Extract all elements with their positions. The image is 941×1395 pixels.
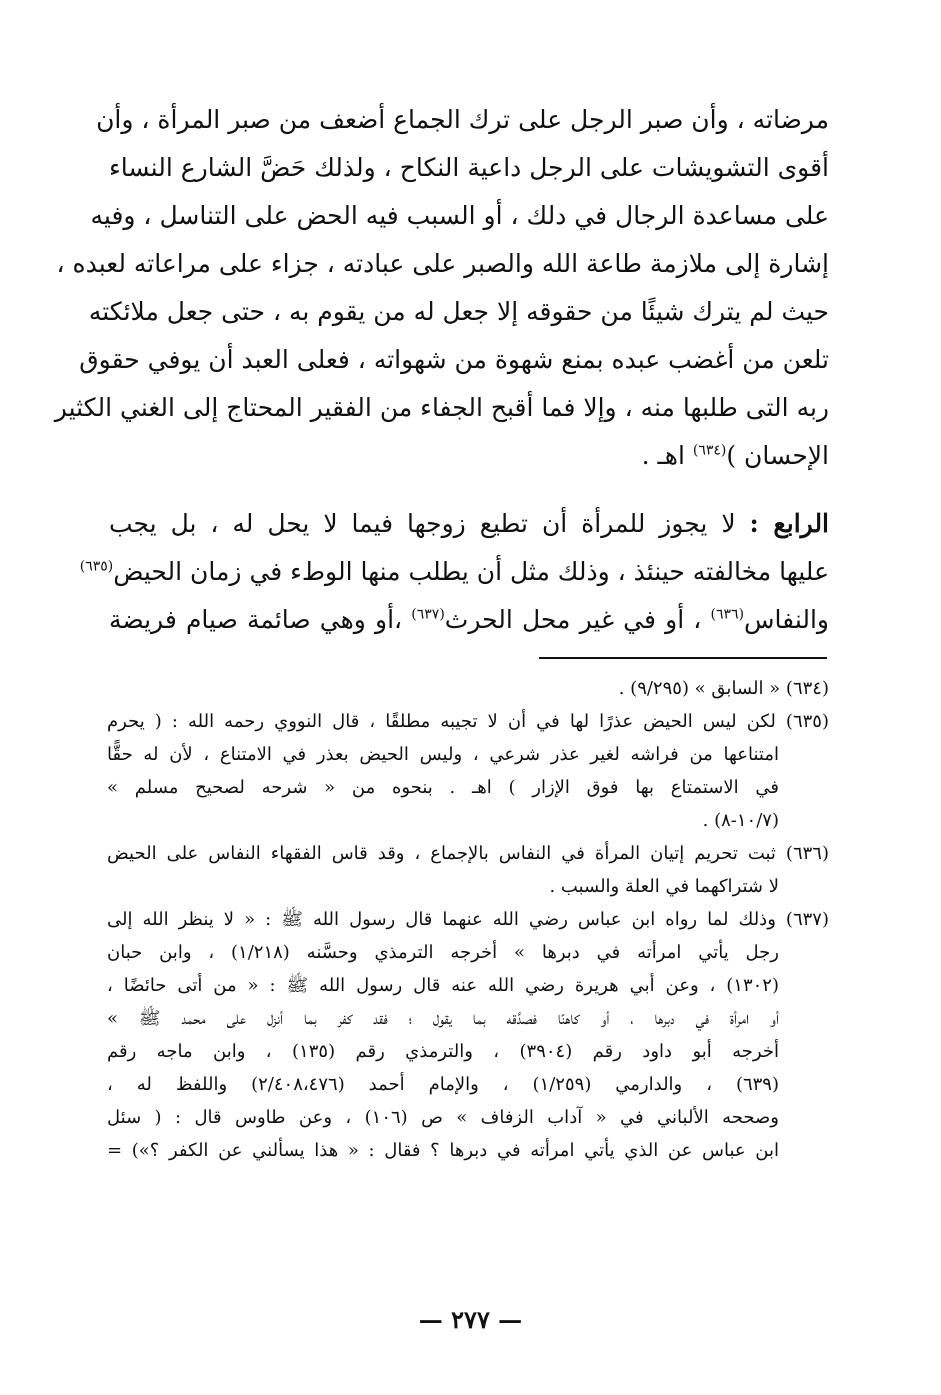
footnote-637 [107, 903, 829, 1167]
footnote-line: (٦٣٥) لكن ليس الحيض عذرًا لها في أن لا تجيبه مطلقًا ، قال النووي رحمه الله : ( يحرم [107, 711, 829, 732]
main-text [54, 96, 830, 644]
footnote-line: رجل يأتي امرأته في دبرها » أخرجه الترمذي وحسَّنه (١/٢١٨) ، وابن حبان [107, 942, 779, 963]
main-line-8 [109, 432, 829, 480]
main-line-5: حيث لم يترك شيئًا من حقوقه إلا جعل له من يقوم به ، حتى جعل ملائكته [88, 297, 829, 326]
main-line-2: أقوى التشويشات على الرجل داعية النكاح ، ولذلك حَضَّ الشارع النساء [109, 153, 829, 182]
footnote-line: لا شتراكهما في العلة والسبب . [549, 876, 779, 897]
footnote-line: أخرجه أبو داود رقم (٣٩٠٤) ، والترمذي رقم (١٣٥) ، وابن ماجه رقم [107, 1041, 779, 1062]
footnote-line: (١٠/٧-٨) . [702, 810, 779, 831]
footnote-ref-635: (٦٣٥) [79, 558, 114, 575]
footnote-635 [107, 705, 829, 837]
footnote-line: (٦٣٧) وذلك لما رواه ابن عباس رضي الله عنهما قال رسول الله ﷺ : « لا ينظر الله إلى [107, 909, 829, 930]
footnote-634 [107, 672, 829, 705]
footnote-line: ابن عباس عن الذي يأتي امرأته في دبرها ؟ فقال : « هذا يسألني عن الكفر ؟») = [107, 1140, 779, 1161]
para2-line-3 [109, 596, 829, 644]
footnote-line: في الاستمتاع بها فوق الإزار ) اهـ . بنحوه من « شرحه لصحيح مسلم » [107, 777, 779, 798]
footnote-separator [539, 657, 827, 659]
footnotes [107, 672, 829, 1167]
footnote-ref-636: (٦٣٦) [710, 606, 745, 623]
main-line-6: تلعن من أغضب عبده بمنع شهوة من شهواته ، فعلى العبد أن يوفي حقوق [79, 345, 829, 374]
footnote-line: (١٣٠٢) ، وعن أبي هريرة رضي الله عنه قال رسول الله ﷺ : « من أتى حائضًا ، [107, 975, 779, 996]
paragraph-gap [109, 480, 829, 500]
para2-label: الرابع : [749, 509, 830, 538]
footnote-ref-637: (٦٣٧) [411, 606, 445, 623]
footnote-line: امتناعها من فراشه لغير عذر شرعي ، وليس الحيض بعذر في الامتناع ، لأن له حقًّا [107, 744, 779, 765]
main-line-3: على مساعدة الرجال في دلك ، أو السبب فيه الحض على التناسل ، وفيه [90, 201, 829, 230]
footnote-ref-634: (٦٣٤) [692, 442, 727, 459]
main-line-1: مرضاته ، وأن صبر الرجل على ترك الجماع أضعف من صبر المرأة ، وأن [96, 105, 829, 134]
main-line-7: ربه التى طلبها منه ، وإلا فما أقبح الجفاء من الفقير المحتاج إلى الغني الكثير [54, 393, 829, 422]
footnote-line: (٦٣٤) « السابق » (٩/٢٩٥) . [618, 678, 829, 699]
para2-line-1 [109, 500, 829, 548]
main-line-4: إشارة إلى ملازمة طاعة الله والصبر على عبادته ، جزاء على مراعاته لعبده ، [56, 249, 829, 278]
footnote-line: وصححه الألباني في « آداب الزفاف » ص (١٠٦) ، وعن طاوس قال : ( سئل [107, 1107, 779, 1128]
main-line-8-tail: اهـ . [641, 441, 693, 470]
main-line-8-text: الإحسان ) [726, 441, 829, 470]
footnote-line: أو امرأة في دبرها ، أو كاهنًا فصدَّقه بما يقول ؛ فقد كفر بما أنزل على محمد ﷺ » [107, 1008, 779, 1029]
footnote-line: (٦٣٦) ثبت تحريم إتيان المرأة في النفاس بالإجماع ، وقد قاس الفقهاء النفاس على الحيض [107, 843, 829, 864]
para2-line-2 [79, 548, 829, 596]
para2-line-2-text: عليها مخالفته حينئذ ، وذلك مثل أن يطلب منها الوطء في زمان الحيض [113, 557, 829, 586]
footnote-636 [107, 837, 829, 903]
para2-line-3-a: والنفاس [744, 605, 829, 634]
footnote-line: (٦٣٩) ، والدارمي (١/٢٥٩) ، والإمام أحمد (٢/٤٠٨،٤٧٦) واللفظ له ، [107, 1074, 780, 1095]
para2-line-3-b: ، أو في غير محل الحرث [444, 605, 711, 634]
para2-line-3-c: ،أو وهي صائمة صيام فريضة [109, 605, 412, 634]
para2-line-1-text: لا يجوز للمرأة أن تطيع زوجها فيما لا يحل له ، بل يجب [109, 509, 750, 538]
page-number: — ٢٧٧ — [418, 1305, 523, 1334]
